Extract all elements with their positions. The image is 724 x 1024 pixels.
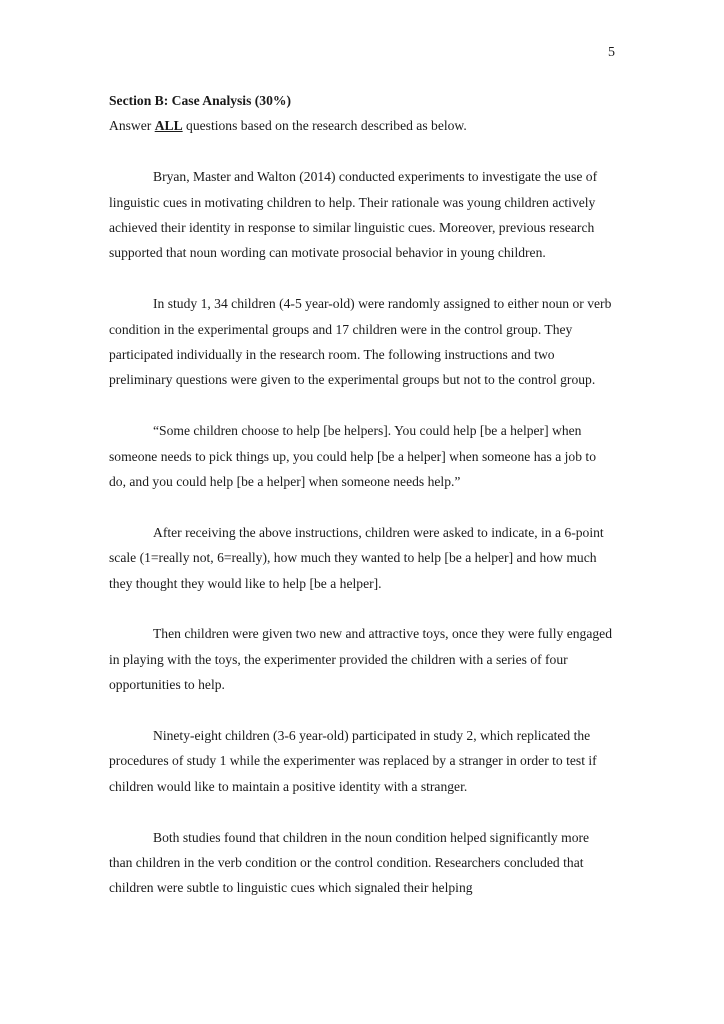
- instruction-after: questions based on the research described as below.: [182, 118, 467, 134]
- section-heading: Section B: Case Analysis (30%): [109, 93, 292, 108]
- paragraph-study2: Ninety-eight children (3-6 year-old) participated in study 2, which replicated the procedures of study 1 while the experimenter was replaced by a stranger in order to test if children would like to maintain a positive identity with a stranger.: [109, 728, 597, 794]
- paragraph-rating-scale: After receiving the above instructions, children were asked to indicate, in a 6-point scale (1=really not, 6=really), how much they wanted to help [be a helper] and how much they thought they would like to help [be a helper].: [109, 524, 604, 591]
- instruction-line: [109, 113, 615, 138]
- paragraph-background: Bryan, Master and Walton (2014) conducted experiments to investigate the use of linguistic cues in motivating children to help. Their rationale was young children actively achieved their identity in response to similar linguistic cues. Moreover, previous research supported that noun wording can motivate prosocial behavior in young children.: [109, 169, 598, 261]
- instruction-before: Answer: [109, 118, 155, 134]
- paragraph-study1-method: In study 1, 34 children (4-5 year-old) were randomly assigned to either noun or verb condition in the experimental groups and 17 children were in the control group. They participated individually in the research room. The following instructions and two preliminary questions were given to the experimental groups but not to the control group.: [109, 296, 612, 388]
- paragraph-findings: Both studies found that children in the noun condition helped significantly more than children in the verb condition or the control condition. Researchers concluded that children were subtle to linguistic cues which signaled their helping: [109, 829, 590, 896]
- paragraph-instruction-quote: “Some children choose to help [be helpers]. You could help [be a helper] when someone needs to pick things up, you could help [be a helper] when someone has a job to do, and you could help [be a helper] when someone needs help.”: [109, 423, 596, 490]
- instruction-emphasis: ALL: [154, 118, 183, 134]
- paragraph-toys: Then children were given two new and attractive toys, once they were fully engaged in playing with the toys, the experimenter provided the children with a series of four opportunities to help.: [109, 626, 612, 693]
- document-body: [109, 88, 615, 926]
- page-number: 5: [608, 45, 615, 60]
